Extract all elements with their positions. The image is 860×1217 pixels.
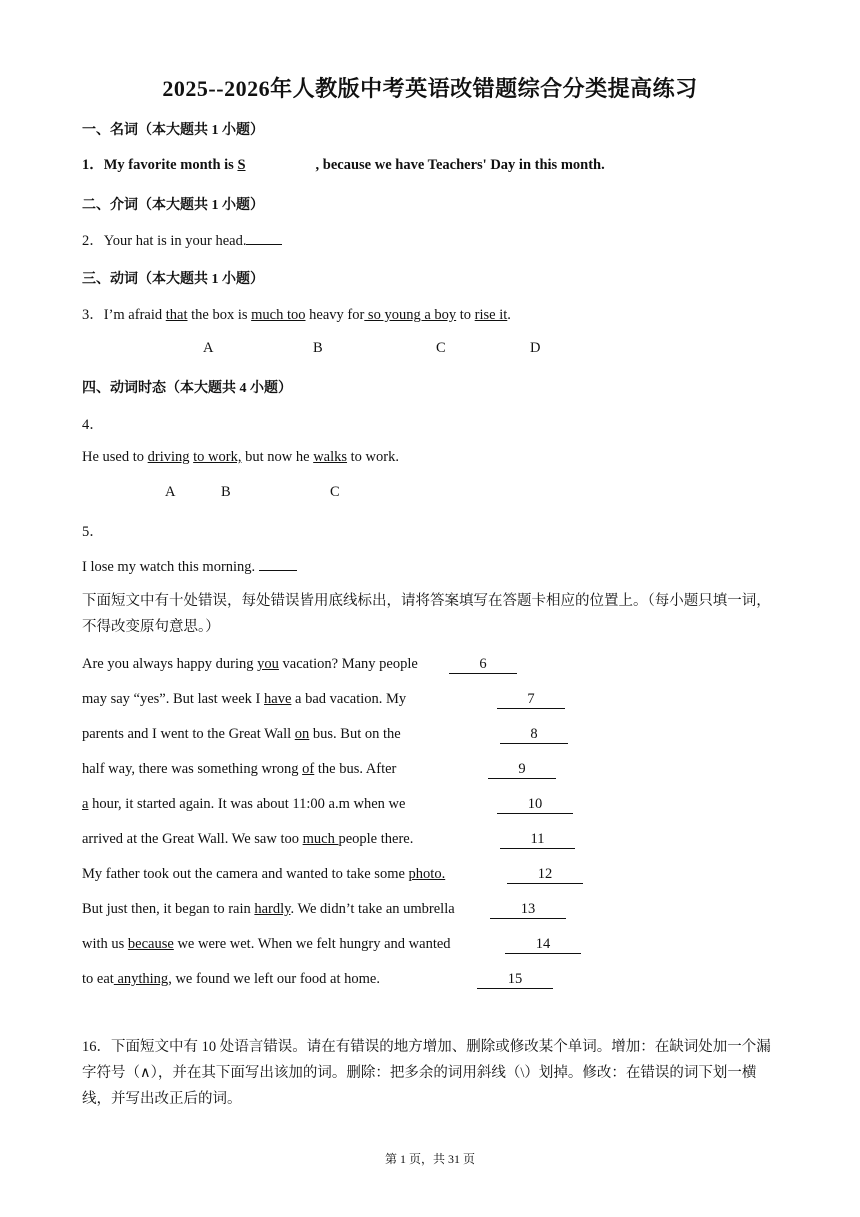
passage-line: with us because we were wet. When we felt hungry and wanted — [82, 936, 451, 952]
question-16: 16．下面短文中有 10 处语言错误。请在有错误的地方增加、删除或修改某个单词。增加：在缺词处加一个漏字符号（∧），并在其下面写出该加的词。删除：把多余的词用斜线（\）划掉。修改：在错误的词下划一横线，并写出改正后的词。 — [82, 1039, 771, 1107]
section-heading-preposition: 二、介词（本大题共 1 小题） — [82, 198, 264, 213]
answer-blank-6: 6 — [449, 656, 517, 674]
passage-line: My father took out the camera and wanted to take some photo. — [82, 866, 446, 882]
answer-blank-8: 8 — [500, 726, 568, 744]
question-5: I lose my watch this morning. — [82, 556, 297, 576]
section-heading-tense: 四、动词时态（本大题共 4 小题） — [82, 381, 292, 396]
passage-line: half way, there was something wrong of the bus. After — [82, 761, 397, 777]
option-label: A — [165, 484, 176, 500]
passage-line: parents and I went to the Great Wall on bus. But on the — [82, 726, 401, 742]
question-4: He used to driving to work, but now he walks to work. — [82, 449, 399, 465]
passage-line: arrived at the Great Wall. We saw too much people there. — [82, 831, 414, 847]
passage-line: a hour, it started again. It was about 11:00 a.m when we — [82, 796, 406, 812]
answer-blank — [246, 230, 282, 245]
passage-line: Are you always happy during you vacation? Many people — [82, 656, 418, 672]
section-heading-verb: 三、动词（本大题共 1 小题） — [82, 272, 264, 287]
answer-blank-9: 9 — [488, 761, 556, 779]
question-3: 3．I’m afraid that the box is much too heavy for so young a boy to rise it. — [82, 307, 511, 323]
answer-blank — [259, 556, 297, 571]
answer-blank-7: 7 — [497, 691, 565, 709]
question-number: 5． — [82, 524, 104, 540]
question-number: 4． — [82, 417, 104, 433]
option-label: B — [221, 484, 231, 500]
passage-line: But just then, it began to rain hardly. We didn’t take an umbrella — [82, 901, 455, 917]
answer-blank-10: 10 — [497, 796, 573, 814]
passage-instructions: 下面短文中有十处错误，每处错误皆用底线标出，请将答案填写在答题卡相应的位置上。（每小题只填一词，不得改变原句意思。） — [82, 593, 771, 635]
answer-blank: S — [237, 157, 246, 173]
question-number: 1． — [82, 157, 104, 173]
answer-blank-15: 15 — [477, 971, 553, 989]
page-footer: 第 1 页，共 31 页 — [384, 1152, 475, 1166]
answer-blank-12: 12 — [507, 866, 583, 884]
option-label: B — [313, 340, 323, 356]
option-label: A — [203, 340, 214, 356]
option-label: C — [330, 484, 340, 500]
passage-line: to eat anything, we found we left our food at home. — [82, 971, 380, 987]
answer-blank-11: 11 — [500, 831, 575, 849]
passage-line: may say “yes”. But last week I have a bad vacation. My — [82, 691, 407, 707]
answer-blank-13: 13 — [490, 901, 566, 919]
page-title: 2025--2026年人教版中考英语改错题综合分类提高练习 — [162, 76, 698, 101]
option-label: D — [530, 340, 541, 356]
answer-blank-14: 14 — [505, 936, 581, 954]
question-1: 1．My favorite month is S , because we have Teachers' Day in this month. — [82, 157, 605, 173]
section-heading-noun: 一、名词（本大题共 1 小题） — [82, 123, 264, 138]
option-label: C — [436, 340, 446, 356]
question-2: 2．Your hat is in your head. — [82, 229, 282, 250]
